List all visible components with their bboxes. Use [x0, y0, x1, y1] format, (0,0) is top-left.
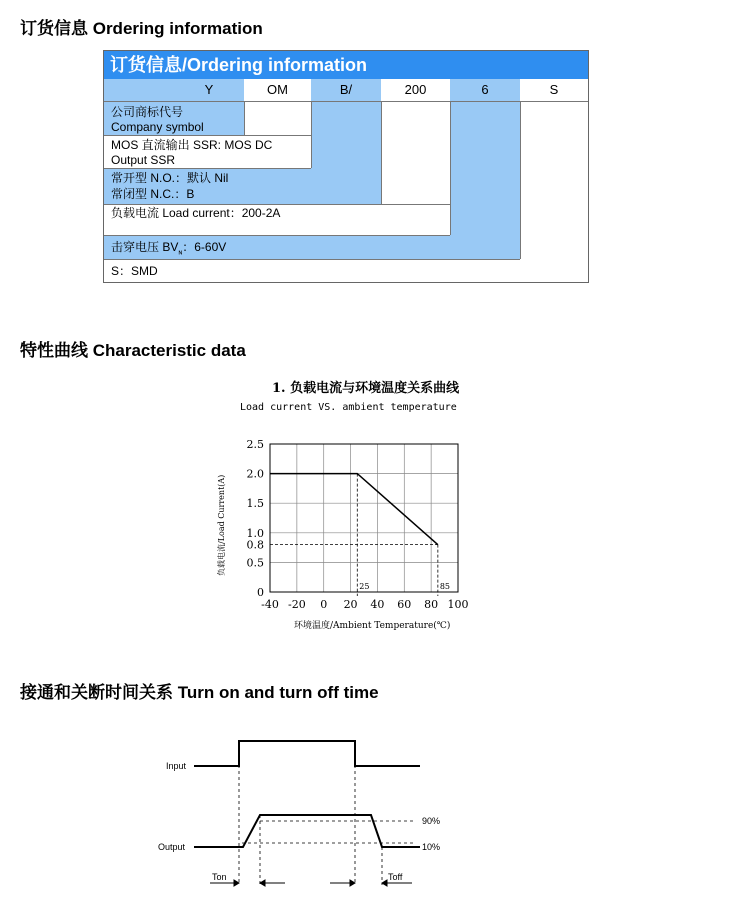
code-om: OM	[267, 82, 288, 97]
breakdown-voltage	[106, 240, 226, 260]
company-symbol-cn: 公司商标代号	[111, 105, 184, 119]
bv-value: ：6-60V	[182, 240, 227, 254]
output-waveform	[194, 815, 420, 847]
mos-output-line2: Output SSR	[111, 153, 176, 167]
toff-arrowhead	[382, 880, 387, 886]
divider	[104, 204, 450, 205]
y-tick-label: 0	[257, 586, 264, 599]
ninety-percent-label: 90%	[422, 816, 441, 826]
y-tick-label: 2.5	[246, 438, 264, 451]
code-6: 6	[481, 82, 489, 97]
code-y: Y	[204, 82, 214, 97]
characteristic-section-title: 特性曲线 Characteristic data	[20, 341, 246, 360]
ton-arrowhead	[260, 880, 265, 886]
chart-title: 1. 负载电流与环境温度关系曲线	[272, 381, 460, 396]
ten-percent-label: 10%	[422, 842, 441, 852]
divider	[104, 101, 588, 102]
x-tick-label: 80	[424, 598, 439, 611]
output-label: Output	[158, 842, 186, 852]
ordering-table-header: 订货信息/Ordering information	[104, 51, 588, 79]
ordering-section-title: 订货信息 Ordering information	[20, 19, 263, 38]
annotation-85: 85	[439, 582, 451, 591]
code-b: B/	[339, 82, 353, 97]
toff-arrowhead	[350, 880, 355, 886]
chart-plot-area	[247, 438, 469, 611]
x-tick-label: 20	[343, 598, 358, 611]
y-tick-label: 2.0	[246, 467, 264, 481]
chart-xlabel: 环境温度/Ambient Temperature(℃)	[294, 621, 451, 631]
input-label: Input	[166, 761, 187, 771]
bv-label: 击穿电压 BV	[111, 240, 179, 254]
ton-label: Ton	[212, 872, 227, 882]
x-tick-label: -20	[287, 598, 306, 611]
input-waveform	[194, 741, 420, 766]
y-tick-label: 0.8	[246, 538, 264, 552]
bv-subscript: ɴ	[178, 249, 183, 257]
divider	[520, 102, 521, 259]
x-tick-label: -40	[261, 598, 279, 611]
divider	[104, 168, 311, 169]
timing-diagram	[150, 730, 470, 890]
load-current-chart	[200, 370, 500, 640]
divider	[450, 102, 451, 235]
normally-open: 常开型 N.O.：默认 Nil	[111, 171, 229, 185]
load-current: 负载电流 Load current：200-2A	[111, 206, 281, 220]
chart-ylabel: 负载电流/Load Current(A)	[217, 474, 226, 576]
timing-section-title: 接通和关断时间关系 Turn on and turn off time	[20, 683, 379, 702]
mos-output-line1: MOS 直流输出 SSR: MOS DC	[111, 138, 273, 152]
y-tick-label: 1.5	[246, 497, 264, 511]
divider	[244, 102, 245, 135]
x-tick-label: 0	[320, 598, 328, 611]
smd-option: S：SMD	[111, 264, 158, 278]
x-tick-label: 60	[397, 598, 412, 611]
toff-label: Toff	[388, 872, 403, 882]
y-tick-label: 1.0	[246, 526, 264, 540]
divider	[104, 135, 311, 136]
y-tick-label: 0.5	[246, 556, 264, 570]
code-200: 200	[404, 82, 427, 97]
normally-closed: 常闭型 N.C.：B	[111, 187, 195, 201]
x-tick-label: 100	[447, 598, 469, 611]
x-tick-label: 40	[370, 598, 385, 611]
ton-arrowhead	[234, 880, 239, 886]
plot-frame	[270, 444, 458, 592]
code-6-block	[450, 79, 520, 259]
divider	[381, 102, 382, 204]
code-s: S	[549, 82, 559, 97]
annotation-25: 25	[359, 582, 370, 591]
divider	[104, 235, 450, 236]
divider	[311, 102, 312, 168]
chart-subtitle: Load current VS. ambient temperature	[240, 402, 457, 413]
ordering-table	[103, 50, 589, 283]
load-current-series	[270, 474, 438, 545]
company-symbol-en: Company symbol	[111, 120, 204, 134]
